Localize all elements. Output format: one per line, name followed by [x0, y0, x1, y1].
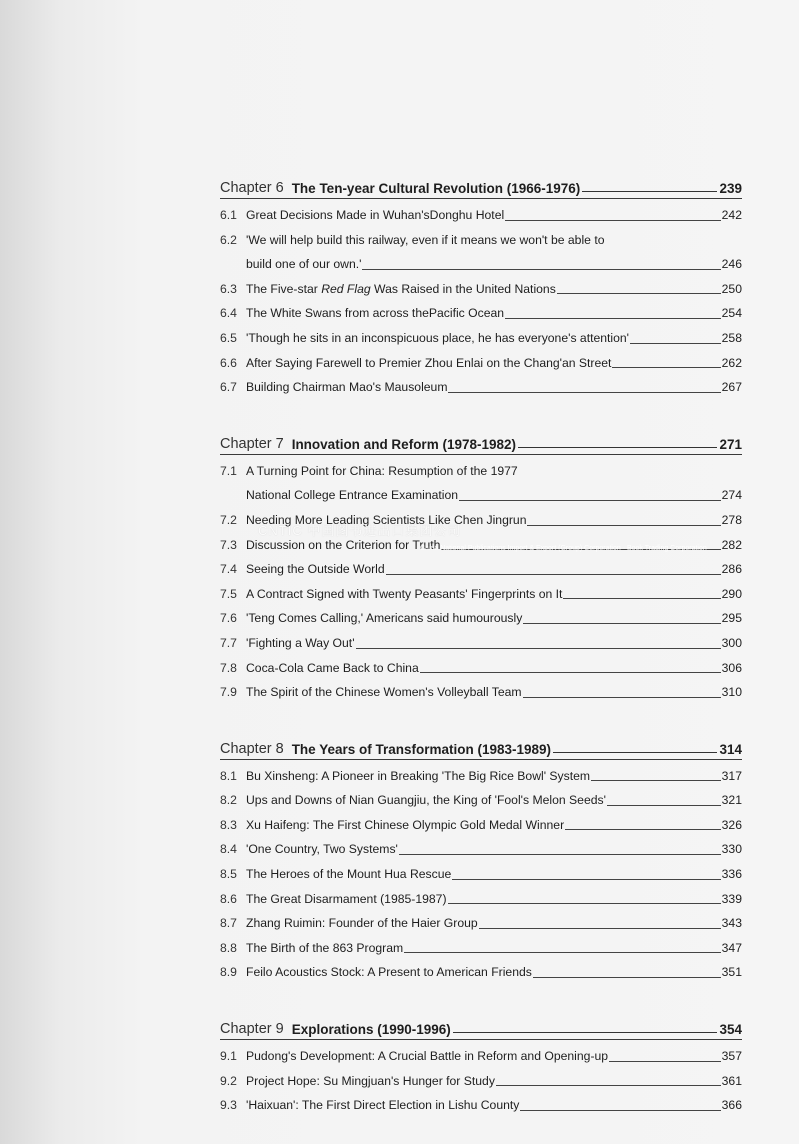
section-number: 7.3 [220, 537, 237, 552]
section-title: Seeing the Outside World [246, 562, 385, 577]
section-title: The Five-star Red Flag Was Raised in the United Nations [246, 281, 556, 296]
section-title: Project Hope: Su Mingjuan's Hunger for Study [246, 1073, 495, 1088]
section-title: Pudong's Development: A Crucial Battle in Reform and Opening-up [246, 1049, 609, 1064]
section-number: 8.1 [220, 768, 237, 783]
toc-entry[interactable] [220, 326, 742, 351]
section-number: 7.8 [220, 660, 237, 675]
section-number: 7.6 [220, 611, 237, 626]
chapter-section [220, 731, 742, 985]
page-number: 306 [721, 660, 742, 675]
section-title: Discussion on the Criterion for Truth [246, 537, 441, 552]
section-title: Ups and Downs of Nian Guangjiu, the King of 'Fool's Melon Seeds' [246, 793, 606, 808]
dot-leader [582, 191, 717, 192]
section-number: 8.6 [220, 891, 237, 906]
dot-leader [518, 447, 717, 448]
toc-entry[interactable] [220, 459, 742, 508]
section-number: 7.2 [220, 512, 237, 527]
toc-entry[interactable] [220, 1069, 742, 1094]
chapter-heading[interactable] [220, 1011, 742, 1040]
section-number: 7.1 [220, 463, 237, 478]
page-number: 347 [721, 940, 742, 955]
page-number: 250 [721, 281, 742, 296]
toc-entry[interactable] [220, 960, 742, 985]
dot-leader [452, 879, 720, 880]
dot-leader [553, 752, 717, 753]
section-number: 6.1 [220, 208, 237, 222]
page-number: 262 [721, 355, 742, 370]
chapter-title: The Ten-year Cultural Revolution (1966-1976) [291, 181, 581, 196]
dot-leader [505, 318, 721, 319]
section-number: 6.7 [220, 380, 237, 395]
page-number: 357 [721, 1049, 742, 1064]
page-number: 246 [721, 257, 742, 272]
page-number: 317 [721, 768, 742, 783]
dot-leader [356, 648, 721, 649]
section-number: 9.2 [220, 1073, 237, 1088]
page-number: 330 [721, 842, 742, 857]
section-number: 6.6 [220, 355, 237, 370]
page-number: 339 [721, 891, 742, 906]
section-title: 'We will help build this railway, even if it means we won't be able to [246, 232, 605, 247]
toc-entry[interactable] [220, 606, 742, 631]
section-number: 8.8 [220, 940, 237, 955]
page-number: 300 [721, 635, 742, 650]
section-number: 8.3 [220, 817, 237, 832]
toc-entry[interactable] [220, 911, 742, 936]
chapter-page-number: 271 [719, 436, 742, 452]
section-title: 'Fighting a Way Out' [246, 635, 355, 650]
toc-entry[interactable] [220, 375, 742, 400]
chapter-section [220, 170, 742, 400]
toc-entry[interactable] [220, 1093, 742, 1118]
section-title: Xu Haifeng: The First Chinese Olympic Gold Medal Winner [246, 817, 565, 832]
page-number: 254 [721, 306, 742, 321]
page-number: 290 [721, 586, 742, 601]
chapter-title: Explorations (1990-1996) [291, 1022, 451, 1038]
page-number: 258 [721, 330, 742, 345]
section-number: 8.2 [220, 793, 237, 808]
chapter-title: Innovation and Reform (1978-1982) [291, 436, 516, 452]
toc-entry[interactable] [220, 203, 742, 228]
dot-leader [479, 928, 721, 929]
toc-entry[interactable] [220, 837, 742, 862]
toc-entry[interactable] [220, 656, 742, 681]
toc-entry[interactable] [220, 680, 742, 705]
dot-leader [591, 780, 721, 781]
chapter-label: Chapter 9 [220, 1021, 284, 1038]
section-title: Bu Xinsheng: A Pioneer in Breaking 'The Big Rice Bowl' System [246, 768, 591, 783]
dot-leader [453, 1032, 718, 1033]
dot-leader [404, 952, 720, 953]
page-number: 361 [721, 1073, 742, 1088]
dot-leader [496, 1085, 721, 1086]
dot-leader [448, 903, 721, 904]
chapter-label: Chapter 8 [220, 740, 284, 757]
toc-entry[interactable] [220, 508, 742, 533]
chapter-page-number: 354 [719, 1022, 742, 1038]
dot-leader [557, 293, 721, 294]
chapter-page-number: 314 [719, 741, 742, 757]
section-number: 7.5 [220, 586, 237, 601]
toc-entry[interactable] [220, 862, 742, 887]
chapter-heading[interactable] [220, 426, 742, 455]
section-title: A Turning Point for China: Resumption of the 1977 [246, 463, 518, 478]
section-title: 'Though he sits in an inconspicuous place, he has everyone's attention' [246, 330, 630, 345]
section-title: The Spirit of the Chinese Women's Volleyball Team [246, 685, 522, 700]
page-number: 282 [721, 537, 742, 552]
section-number: 6.5 [220, 330, 237, 345]
section-title: Needing More Leading Scientists Like Chen Jingrun [246, 512, 527, 527]
section-number: 9.1 [220, 1049, 237, 1064]
section-title: A Contract Signed with Twenty Peasants' Fingerprints on It [246, 586, 563, 601]
dot-leader [607, 805, 721, 806]
dot-leader [523, 623, 720, 624]
toc-entry[interactable] [220, 788, 742, 813]
section-title: 'Teng Comes Calling,' Americans said humourously [246, 611, 523, 626]
toc-entry[interactable] [220, 228, 742, 277]
page-number: 321 [721, 793, 742, 808]
chapter-heading[interactable] [220, 731, 742, 760]
chapter-label: Chapter 7 [220, 435, 284, 452]
chapter-page-number: 239 [719, 181, 742, 196]
page-number: 242 [721, 208, 742, 222]
page-number: 267 [721, 380, 742, 395]
toc-entry[interactable] [220, 631, 742, 656]
toc-entry[interactable] [220, 277, 742, 302]
section-number: 9.3 [220, 1098, 237, 1113]
dot-leader [459, 500, 721, 501]
toc-entry[interactable] [220, 557, 742, 582]
watermark-subtext: China National Publications Import & Export (Group) Corporation · Book Trading Corporation [420, 545, 707, 552]
section-title: The White Swans from across thePacific Ocean [246, 306, 505, 321]
section-number: 8.4 [220, 842, 237, 857]
page-number: 278 [721, 512, 742, 527]
section-title: The Heroes of the Mount Hua Rescue [246, 867, 452, 882]
chapter-title: The Years of Transformation (1983-1989) [291, 741, 552, 757]
section-number: 8.5 [220, 867, 237, 882]
page-number: 295 [721, 611, 742, 626]
toc-entry[interactable] [220, 936, 742, 961]
chapter-section [220, 426, 742, 705]
section-number: 6.3 [220, 281, 237, 296]
toc-entry[interactable] [220, 764, 742, 789]
dot-leader [533, 977, 721, 978]
chapter-heading[interactable] [220, 170, 742, 199]
page-number: 336 [721, 867, 742, 882]
section-number: 7.7 [220, 635, 237, 650]
page-number: 286 [721, 562, 742, 577]
section-number: 7.4 [220, 562, 237, 577]
dot-leader [527, 525, 720, 526]
toc-entry[interactable] [220, 887, 742, 912]
dot-leader [420, 672, 721, 673]
table-of-contents [220, 170, 742, 1144]
section-title: Coca-Cola Came Back to China [246, 660, 419, 675]
toc-entry[interactable] [220, 813, 742, 838]
section-title: build one of our own.' [246, 257, 362, 272]
section-title: National College Entrance Examination [246, 488, 459, 503]
dot-leader [399, 854, 721, 855]
section-title: Building Chairman Mao's Mausoleum [246, 380, 448, 395]
section-title: The Great Disarmament (1985-1987) [246, 891, 447, 906]
section-title: 'One Country, Two Systems' [246, 842, 398, 857]
dot-leader [520, 1110, 720, 1111]
section-number: 8.7 [220, 916, 237, 931]
chapter-label: Chapter 6 [220, 180, 284, 196]
dot-leader [505, 220, 720, 221]
toc-entry[interactable] [220, 582, 742, 607]
page-number: 351 [721, 965, 742, 980]
dot-leader [565, 829, 721, 830]
dot-leader [523, 697, 721, 698]
watermark: CNTIC 中国图书进出口集团公司 [258, 523, 462, 538]
section-number: 7.9 [220, 685, 237, 700]
section-title: Feilo Acoustics Stock: A Present to American Friends [246, 965, 532, 980]
page-number: 274 [721, 488, 742, 503]
dot-leader [630, 343, 721, 344]
section-title: Great Decisions Made in Wuhan'sDonghu Hotel [246, 208, 505, 222]
toc-entry[interactable] [220, 1044, 742, 1069]
section-title: Zhang Ruimin: Founder of the Haier Group [246, 916, 478, 931]
dot-leader [609, 1061, 721, 1062]
dot-leader [448, 392, 720, 393]
dot-leader [362, 269, 720, 270]
chapter-section [220, 1011, 742, 1118]
section-title: 'Haixuan': The First Direct Election in Lishu County [246, 1098, 520, 1113]
section-title: After Saying Farewell to Premier Zhou Enlai on the Chang'an Street [246, 355, 612, 370]
dot-leader [563, 598, 720, 599]
toc-entry[interactable] [220, 301, 742, 326]
section-title: The Birth of the 863 Program [246, 940, 404, 955]
dot-leader [612, 367, 720, 368]
toc-entry[interactable] [220, 533, 742, 558]
page-number: 366 [721, 1098, 742, 1113]
page-number: 326 [721, 817, 742, 832]
page-number: 343 [721, 916, 742, 931]
dot-leader [441, 549, 720, 550]
page-number: 310 [721, 685, 742, 700]
section-number: 6.4 [220, 306, 237, 321]
dot-leader [386, 574, 721, 575]
section-number: 8.9 [220, 965, 237, 980]
section-number: 6.2 [220, 232, 237, 247]
toc-entry[interactable] [220, 351, 742, 376]
